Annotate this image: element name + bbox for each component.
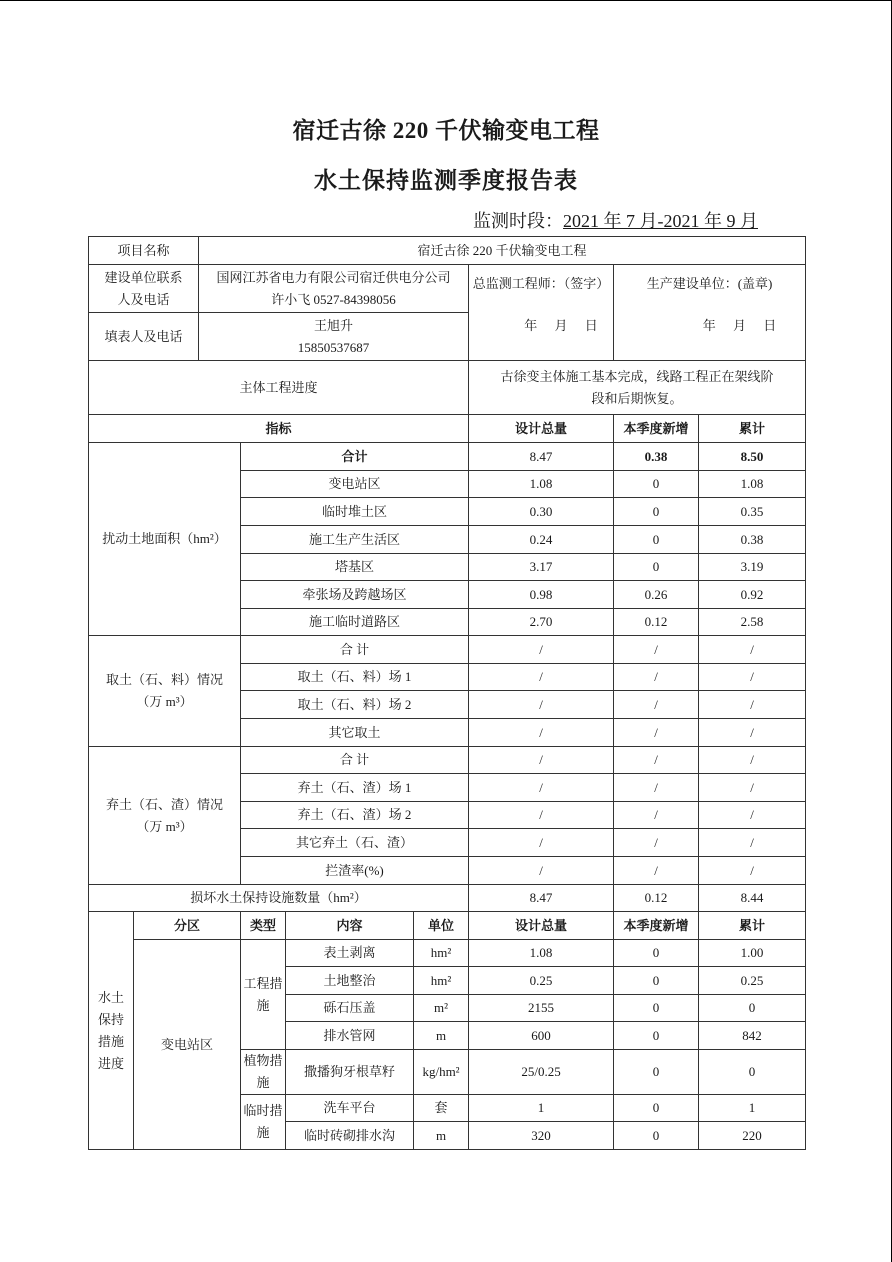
row-unit: hm² xyxy=(414,967,469,995)
row-design: / xyxy=(469,747,614,774)
row-design: 320 xyxy=(469,1122,614,1150)
row-content: 洗车平台 xyxy=(286,1095,414,1122)
row-cum: / xyxy=(699,747,806,774)
row-design: / xyxy=(469,719,614,747)
page-top-border xyxy=(0,0,892,1)
disturb-label: 扰动土地面积（hm²） xyxy=(89,443,241,636)
row-cum: 0.25 xyxy=(699,967,806,995)
header-design: 设计总量 xyxy=(469,912,614,940)
filler-label: 填表人及电话 xyxy=(89,313,199,361)
indicator-header-row xyxy=(89,415,806,443)
row-cum: / xyxy=(699,857,806,885)
row-new: / xyxy=(614,829,699,857)
row-cum: 1.00 xyxy=(699,940,806,967)
row-design: 0.24 xyxy=(469,526,614,554)
row-design: / xyxy=(469,774,614,802)
row-new: 0.26 xyxy=(614,581,699,609)
row-name: 施工生产生活区 xyxy=(241,526,469,554)
row-design: 8.47 xyxy=(469,443,614,471)
row-name: 弃土（石、渣）场 2 xyxy=(241,802,469,829)
row-design: 0.30 xyxy=(469,498,614,526)
row-unit: m² xyxy=(414,995,469,1022)
header-indicator: 指标 xyxy=(89,415,469,443)
type-plant: 植物措施 xyxy=(241,1050,286,1095)
row-new: 0 xyxy=(614,940,699,967)
row-new: 0 xyxy=(614,1050,699,1095)
builder-row xyxy=(89,265,806,313)
row-cum: 220 xyxy=(699,1122,806,1150)
header-new: 本季度新增 xyxy=(614,415,699,443)
type-temp: 临时措施 xyxy=(241,1095,286,1150)
row-cum: / xyxy=(699,719,806,747)
header-unit: 单位 xyxy=(414,912,469,940)
unit-label: 生产建设单位：(盖章) xyxy=(646,276,773,291)
document-subtitle: 水土保持监测季度报告表 xyxy=(314,168,578,193)
monitoring-period xyxy=(473,207,758,233)
row-new: 0 xyxy=(614,471,699,498)
row-name: 其它弃土（石、渣） xyxy=(241,829,469,857)
row-design: 0.98 xyxy=(469,581,614,609)
row-design: 25/0.25 xyxy=(469,1050,614,1095)
unit-date: 年 月 日 xyxy=(702,318,777,333)
header-new: 本季度新增 xyxy=(614,912,699,940)
row-name: 弃土（石、渣）场 1 xyxy=(241,774,469,802)
row-design: 1.08 xyxy=(469,471,614,498)
row-cum: 8.50 xyxy=(699,443,806,471)
measures-header-row xyxy=(89,912,806,940)
row-design: 600 xyxy=(469,1022,614,1050)
engineer-label: 总监测工程师：（签字） xyxy=(472,276,610,291)
type-engineering: 工程措施 xyxy=(241,940,286,1050)
row-new: 0 xyxy=(614,526,699,554)
row-new: 0 xyxy=(614,995,699,1022)
row-unit: m xyxy=(414,1122,469,1150)
row-new: 0.12 xyxy=(614,609,699,636)
period-value: 2021 年 7 月-2021 年 9 月 xyxy=(563,211,758,231)
row-new: 0 xyxy=(614,1122,699,1150)
row-design: 0.25 xyxy=(469,967,614,995)
row-design: / xyxy=(469,691,614,719)
row-name: 临时堆土区 xyxy=(241,498,469,526)
engineer-signature-cell xyxy=(469,265,614,361)
row-cum: / xyxy=(699,664,806,691)
row-name: 其它取土 xyxy=(241,719,469,747)
row-new: 0 xyxy=(614,967,699,995)
row-new: / xyxy=(614,691,699,719)
header-zone: 分区 xyxy=(134,912,241,940)
row-new: 0 xyxy=(614,554,699,581)
row-cum: / xyxy=(699,829,806,857)
progress-label: 主体工程进度 xyxy=(89,361,469,415)
row-name: 合计 xyxy=(241,443,469,471)
table-row xyxy=(89,636,806,664)
report-table xyxy=(88,236,806,1150)
row-unit: 套 xyxy=(414,1095,469,1122)
row-new: / xyxy=(614,774,699,802)
builder-label: 建设单位联系 人及电话 xyxy=(89,265,199,313)
engineer-date: 年 月 日 xyxy=(524,318,598,333)
row-name: 合 计 xyxy=(241,636,469,664)
row-name: 取土（石、料）场 2 xyxy=(241,691,469,719)
row-design: 3.17 xyxy=(469,554,614,581)
progress-value: 古徐变主体施工基本完成，线路工程正在架线阶 段和后期恢复。 xyxy=(469,361,806,415)
damage-new: 0.12 xyxy=(614,885,699,912)
table-row xyxy=(89,443,806,471)
row-content: 排水管网 xyxy=(286,1022,414,1050)
row-cum: / xyxy=(699,636,806,664)
measures-label: 水土 保持 措施 进度 xyxy=(89,912,134,1150)
row-content: 撒播狗牙根草籽 xyxy=(286,1050,414,1095)
row-cum: 1 xyxy=(699,1095,806,1122)
table-row xyxy=(89,747,806,774)
row-new: 0 xyxy=(614,1095,699,1122)
row-unit: hm² xyxy=(414,940,469,967)
project-label: 项目名称 xyxy=(89,237,199,265)
row-new: / xyxy=(614,747,699,774)
row-unit: m xyxy=(414,1022,469,1050)
row-unit: kg/hm² xyxy=(414,1050,469,1095)
header-content: 内容 xyxy=(286,912,414,940)
damage-cum: 8.44 xyxy=(699,885,806,912)
row-new: 0 xyxy=(614,498,699,526)
spoil-label: 弃土（石、渣）情况 （万 m³） xyxy=(89,747,241,885)
progress-row xyxy=(89,361,806,415)
row-content: 临时砖砌排水沟 xyxy=(286,1122,414,1150)
header-type: 类型 xyxy=(241,912,286,940)
row-name: 变电站区 xyxy=(241,471,469,498)
row-design: / xyxy=(469,664,614,691)
row-name: 牵张场及跨越场区 xyxy=(241,581,469,609)
row-design: / xyxy=(469,636,614,664)
header-cum: 累计 xyxy=(699,912,806,940)
project-value: 宿迁古徐 220 千伏输变电工程 xyxy=(199,237,806,265)
row-name: 塔基区 xyxy=(241,554,469,581)
row-content: 土地整治 xyxy=(286,967,414,995)
row-cum: / xyxy=(699,691,806,719)
row-cum: / xyxy=(699,774,806,802)
zone-cell: 变电站区 xyxy=(134,940,241,1150)
header-design: 设计总量 xyxy=(469,415,614,443)
row-cum: 0 xyxy=(699,995,806,1022)
row-content: 表土剥离 xyxy=(286,940,414,967)
row-design: 1 xyxy=(469,1095,614,1122)
row-content: 砾石压盖 xyxy=(286,995,414,1022)
row-design: 2155 xyxy=(469,995,614,1022)
row-name: 拦渣率(%) xyxy=(241,857,469,885)
row-cum: 3.19 xyxy=(699,554,806,581)
row-new: / xyxy=(614,636,699,664)
row-design: 1.08 xyxy=(469,940,614,967)
row-cum: 1.08 xyxy=(699,471,806,498)
damage-row xyxy=(89,885,806,912)
document-title: 宿迁古徐 220 千伏输变电工程 xyxy=(292,118,600,143)
row-name: 施工临时道路区 xyxy=(241,609,469,636)
damage-design: 8.47 xyxy=(469,885,614,912)
row-design: / xyxy=(469,829,614,857)
row-design: / xyxy=(469,857,614,885)
row-new: / xyxy=(614,664,699,691)
unit-seal-cell xyxy=(614,265,806,361)
damage-label: 损坏水土保持设施数量（hm²） xyxy=(89,885,469,912)
row-cum: 842 xyxy=(699,1022,806,1050)
row-cum: / xyxy=(699,802,806,829)
row-design: / xyxy=(469,802,614,829)
row-new: 0 xyxy=(614,1022,699,1050)
row-new: / xyxy=(614,719,699,747)
row-cum: 2.58 xyxy=(699,609,806,636)
row-cum: 0 xyxy=(699,1050,806,1095)
borrow-label: 取土（石、料）情况 （万 m³） xyxy=(89,636,241,747)
row-new: / xyxy=(614,802,699,829)
row-cum: 0.35 xyxy=(699,498,806,526)
row-name: 合 计 xyxy=(241,747,469,774)
table-row xyxy=(89,940,806,967)
filler-value: 王旭升 15850537687 xyxy=(199,313,469,361)
header-cum: 累计 xyxy=(699,415,806,443)
period-label: 监测时段： xyxy=(473,211,563,231)
builder-value: 国网江苏省电力有限公司宿迁供电分公司 许小飞 0527-84398056 xyxy=(199,265,469,313)
row-cum: 0.92 xyxy=(699,581,806,609)
row-cum: 0.38 xyxy=(699,526,806,554)
row-design: 2.70 xyxy=(469,609,614,636)
row-new: / xyxy=(614,857,699,885)
row-name: 取土（石、料）场 1 xyxy=(241,664,469,691)
project-row xyxy=(89,237,806,265)
row-new: 0.38 xyxy=(614,443,699,471)
